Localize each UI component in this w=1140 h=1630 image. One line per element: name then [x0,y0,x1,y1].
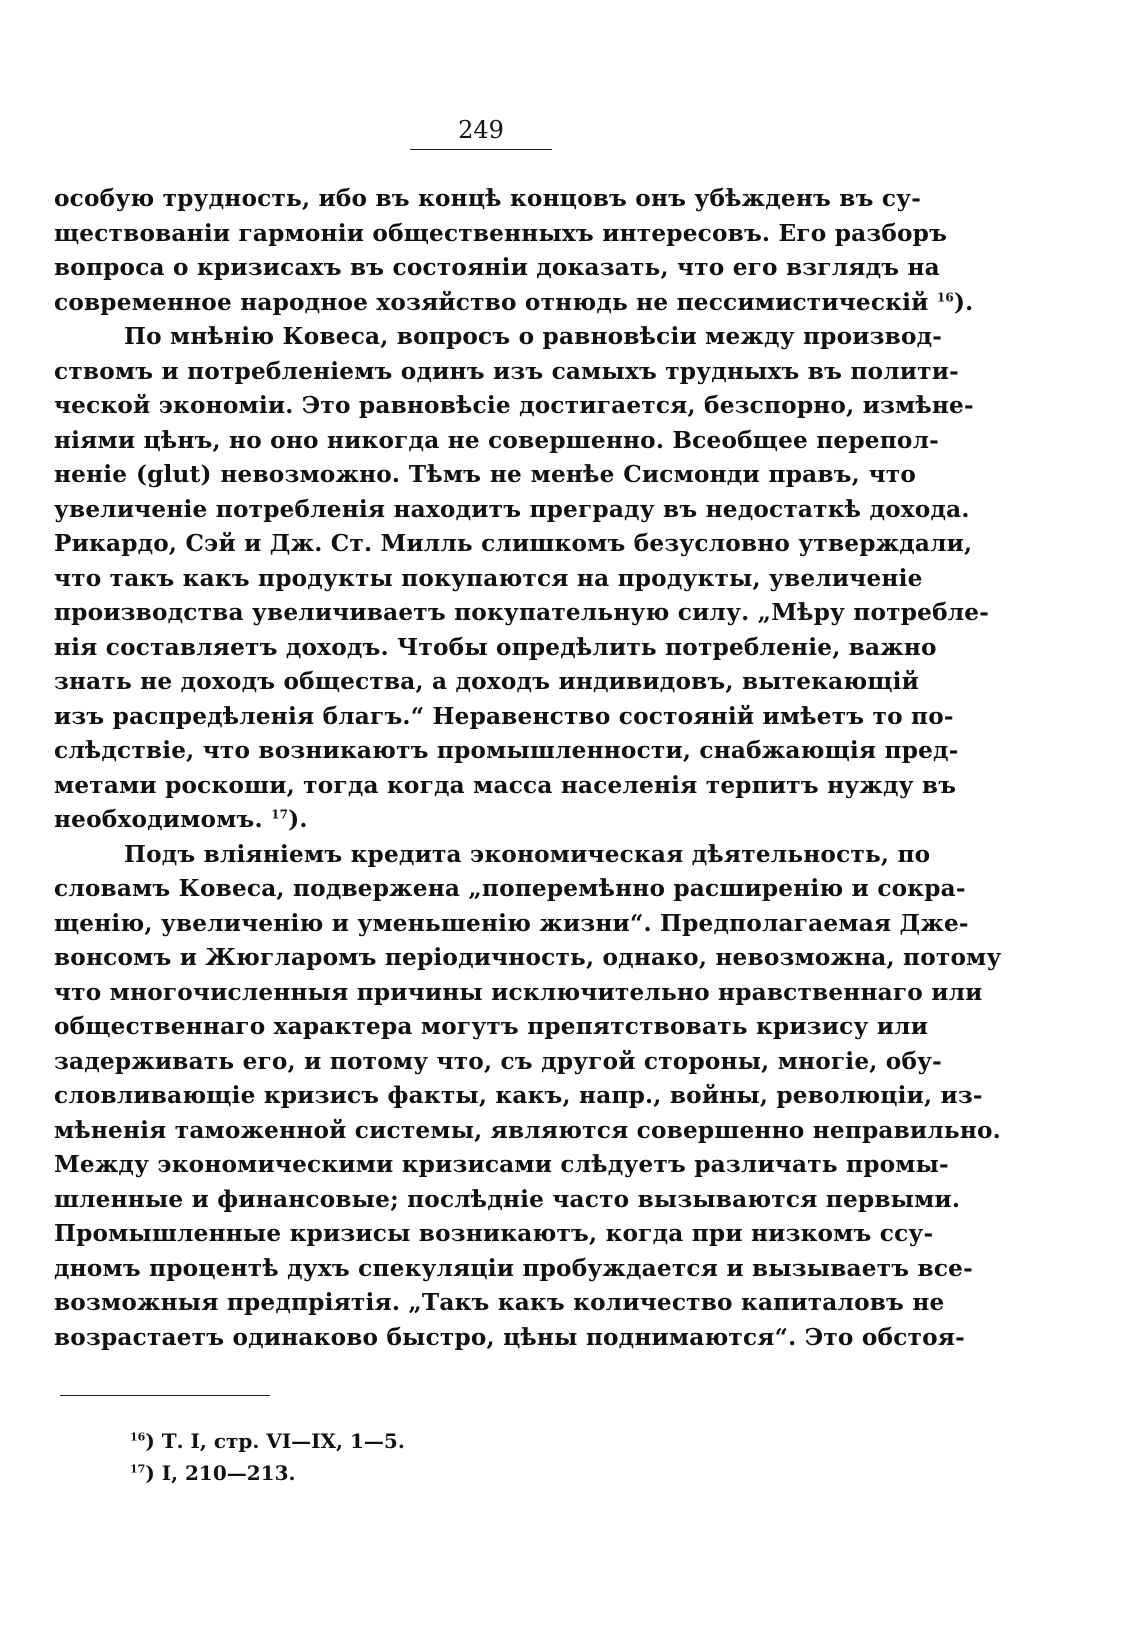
footnote-divider [60,1395,270,1396]
text-line: общественнаго характера могутъ препятствовать кризису или [54,1013,929,1040]
text-line: метами роскоши, тогда когда масса населенія терпитъ нужду въ [54,771,957,799]
paragraph-2 [54,320,990,838]
text-line [54,803,916,838]
text-line-content: современное народное хозяйство отнюдь не пессимистическій [54,288,929,316]
text-line: производства увеличиваетъ покупательную силу. „Мѣру потребле- [54,599,990,626]
page-number: 249 [410,116,552,150]
footnote-ref-16: 16 [936,289,954,304]
text-line: щенію, увеличенію и уменьшенію жизни“. Предполагаемая Дже- [54,909,969,937]
footnote-ref-17: 17 [271,807,289,822]
text-line: знать не доходъ общества, а доходъ индивидовъ, вытекающій [54,668,920,695]
paragraph-1 [54,182,974,320]
text-line: ческой экономіи. Это равновѣсіе достигается, безспорно, измѣне- [54,392,974,419]
text-line: Промышленные кризисы возникаютъ, когда при низкомъ ссу- [54,1220,934,1247]
footnote-number: 16 [130,1430,146,1444]
text-line: ществованіи гармоніи общественныхъ интересовъ. Его разборъ [54,219,948,247]
text-line: что такъ какъ продукты покупаются на продукты, увеличеніе [54,564,923,592]
text-line: Между экономическими кризисами слѣдуетъ различать промы- [54,1151,949,1178]
text-line: мѣненія таможенной системы, являются совершенно неправильно. [54,1116,1001,1144]
text-line: дномъ процентѣ духъ спекуляціи пробуждается и вызываетъ все- [54,1254,973,1282]
text-line: слѣдствіе, что возникаютъ промышленности, снабжающія пред- [54,737,959,764]
text-line: нія составляетъ доходъ. Чтобы опредѣлить потребленіе, важно [54,633,937,661]
footnote-text: ) I, 210—213. [145,1461,296,1485]
text-line: Рикардо, Сэй и Дж. Ст. Милль слишкомъ безусловно утверждали, [54,530,973,557]
text-line: увеличеніе потребленія находитъ преграду въ недостаткѣ дохода. [54,495,970,523]
text-line: возможныя предпріятія. „Такъ какъ количество капиталовъ не [54,1289,945,1316]
text-line-content: необходимомъ. [54,806,263,833]
text-line: ніями цѣнъ, но оно никогда не совершенно. Всеобщее перепол- [54,426,939,454]
footnote-ref-tail: ). [288,806,308,833]
text-line: По мнѣнію Ковеса, вопросъ о равновѣсіи между производ- [124,323,943,350]
text-line: шленные и финансовые; послѣдніе часто вызываются первыми. [54,1185,961,1213]
text-line: словливающіе кризисъ факты, какъ, напр., войны, революціи, из- [54,1082,983,1109]
footnote-number: 17 [130,1462,146,1476]
text-line: возрастаетъ одинаково быстро, цѣны поднимаются“. Это обстоя- [54,1323,965,1351]
body-text [54,182,1002,1355]
text-line [54,286,974,321]
footnote-text: ) Т. I, стр. VI—IX, 1—5. [145,1429,405,1453]
text-line: особую трудность, ибо въ концѣ концовъ онъ убѣжденъ въ су- [54,185,922,212]
text-line: что многочисленныя причины исключительно нравственнаго или [54,978,983,1006]
text-line: ствомъ и потребленіемъ одинъ изъ самыхъ трудныхъ въ полити- [54,357,959,385]
text-line: словамъ Ковеса, подвержена „поперемѣнно расширенію и сокра- [54,875,966,902]
text-line: неніе (glut) невозможно. Тѣмъ не менѣе Сисмонди правъ, что [54,461,916,488]
footnote-ref-tail: ). [953,288,974,316]
footnote-17 [130,1457,405,1489]
text-line: вонсомъ и Жюгларомъ періодичность, однако, невозможна, потому [54,944,1002,971]
text-line: задерживать его, и потому что, съ другой стороны, многіе, обу- [54,1047,943,1075]
text-line: Подъ вліяніемъ кредита экономическая дѣятельность, по [124,840,931,868]
footnotes [130,1425,405,1489]
text-line: вопроса о кризисахъ въ состояніи доказать, что его взглядъ на [54,254,940,281]
paragraph-3 [54,838,1002,1356]
text-line: изъ распредѣленія благъ.“ Неравенство состояній имѣетъ то по- [54,702,954,730]
footnote-16 [130,1425,405,1457]
